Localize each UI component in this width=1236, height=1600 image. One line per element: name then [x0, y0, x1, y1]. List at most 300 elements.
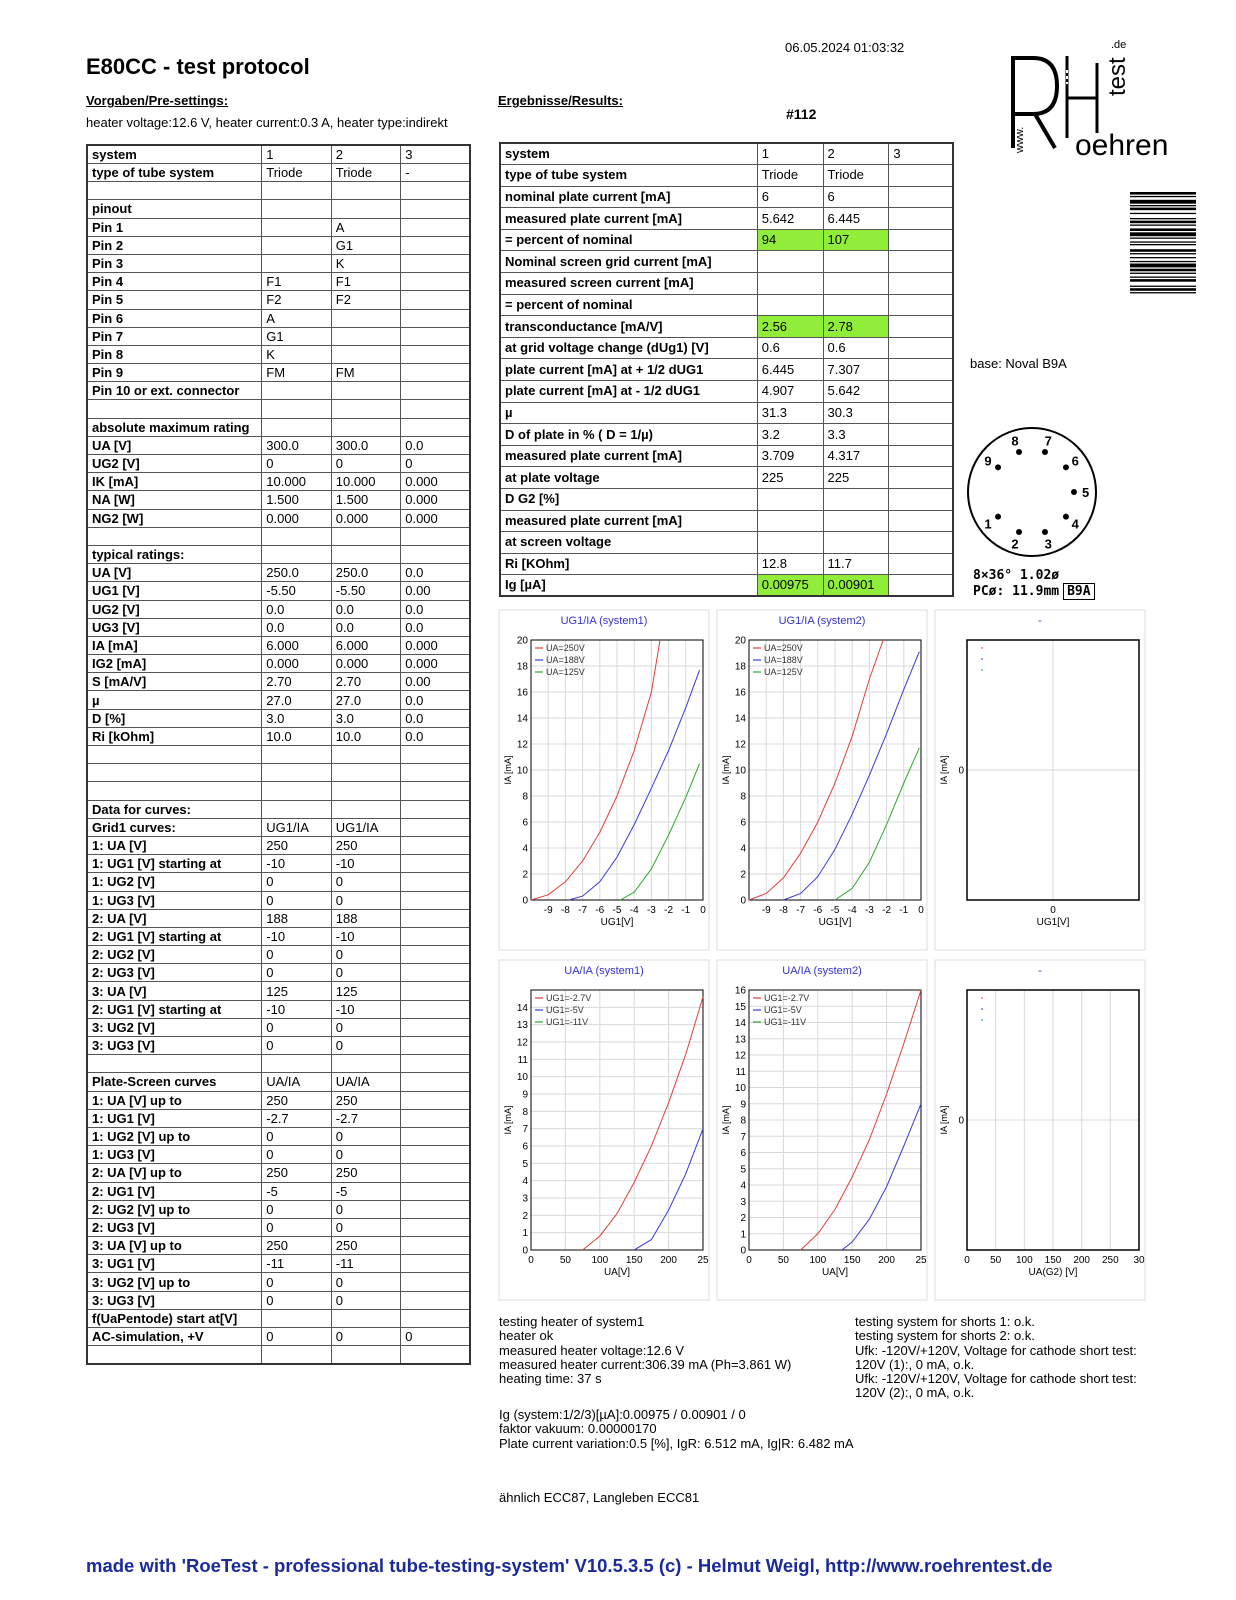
barcode-bar — [1130, 292, 1196, 293]
results-cell — [757, 489, 823, 511]
pre-settings-cell: 0 — [331, 1018, 400, 1036]
pre-settings-row — [87, 455, 470, 473]
pre-settings-cell: 0 — [331, 891, 400, 909]
results-cell: 1 — [757, 143, 823, 165]
pre-settings-cell: 0 — [401, 455, 470, 473]
results-cell — [823, 251, 889, 273]
pre-settings-cell — [401, 1309, 470, 1327]
results-heading: Ergebnisse/Results: — [498, 93, 623, 108]
pre-settings-cell: F2 — [262, 291, 331, 309]
pre-settings-cell: 1 — [262, 145, 331, 164]
pre-settings-row — [87, 1328, 470, 1346]
pre-settings-cell: 0.0 — [401, 727, 470, 745]
y-tick-label: 0 — [740, 1245, 746, 1257]
pre-settings-cell: 0.0 — [331, 600, 400, 618]
pre-settings-cell: Pin 8 — [87, 345, 262, 363]
pre-settings-cell: 0 — [262, 1037, 331, 1055]
results-row — [500, 359, 953, 381]
legend-label: UA=188V — [546, 655, 585, 665]
pre-settings-cell: 3: UA [V] up to — [87, 1237, 262, 1255]
x-tick-label: -4 — [629, 905, 639, 916]
x-tick-label: 0 — [700, 905, 706, 916]
pre-settings-cell: 10.000 — [331, 473, 400, 491]
legend-label: UA=125V — [546, 667, 585, 677]
results-cell: measured plate current [mA] — [500, 510, 757, 532]
pre-settings-row — [87, 218, 470, 236]
chart-ug1-ia-system1 — [499, 610, 709, 960]
pre-settings-cell: D [%] — [87, 709, 262, 727]
pre-settings-cell: -2.7 — [262, 1109, 331, 1127]
pre-settings-cell — [401, 1237, 470, 1255]
pre-settings-cell — [331, 345, 400, 363]
pre-settings-cell — [331, 1309, 400, 1327]
pre-settings-cell: 300.0 — [331, 436, 400, 454]
pre-settings-cell: 0 — [331, 1200, 400, 1218]
results-cell: 2.78 — [823, 316, 889, 338]
note-line: faktor vakuum: 0.00000170 — [499, 1421, 657, 1437]
socket-pin — [995, 464, 1001, 470]
pre-settings-cell: -10 — [262, 927, 331, 945]
pre-settings-cell — [262, 1055, 331, 1073]
y-tick-label: 18 — [734, 661, 746, 673]
pre-settings-cell — [401, 364, 470, 382]
pre-settings-cell — [401, 782, 470, 800]
chart-title: UA/IA (system2) — [782, 965, 862, 977]
pre-settings-cell: 0.000 — [401, 491, 470, 509]
pre-settings-cell — [401, 927, 470, 945]
pre-settings-cell — [401, 309, 470, 327]
pre-settings-cell — [401, 345, 470, 363]
pre-settings-row — [87, 727, 470, 745]
pre-settings-cell: 2: UG2 [V] — [87, 946, 262, 964]
legend-label: UA=250V — [764, 643, 803, 653]
pre-settings-cell: 0 — [262, 1200, 331, 1218]
pre-settings-row — [87, 400, 470, 418]
results-cell: = percent of nominal — [500, 294, 757, 316]
pre-settings-row — [87, 1109, 470, 1127]
pre-settings-row — [87, 1018, 470, 1036]
note-line: testing system for shorts 2: o.k. — [855, 1328, 1035, 1344]
y-axis-label: IA [mA] — [721, 1105, 731, 1135]
results-row — [500, 251, 953, 273]
results-cell: 3 — [889, 143, 953, 165]
pre-settings-cell: 188 — [262, 909, 331, 927]
pre-settings-cell: system — [87, 145, 262, 164]
x-tick-label: -8 — [560, 905, 570, 916]
pre-settings-cell: 0.0 — [401, 618, 470, 636]
pre-settings-row — [87, 236, 470, 254]
results-cell: 3.2 — [757, 424, 823, 446]
pre-settings-cell: 250 — [262, 836, 331, 854]
pre-settings-cell: UG1/IA — [331, 818, 400, 836]
pre-settings-cell: 250 — [262, 1091, 331, 1109]
socket-pin — [1016, 449, 1022, 455]
pre-settings-cell — [401, 1037, 470, 1055]
pre-settings-cell: 3: UG2 [V] — [87, 1018, 262, 1036]
pre-settings-cell: 0 — [331, 1291, 400, 1309]
y-tick-label: 4 — [522, 1176, 528, 1188]
pre-settings-cell: 2: UG2 [V] up to — [87, 1200, 262, 1218]
x-tick-label: 50 — [990, 1255, 1002, 1266]
pre-settings-cell: -10 — [331, 927, 400, 945]
pre-settings-cell: IG2 [mA] — [87, 655, 262, 673]
pre-settings-cell: Pin 5 — [87, 291, 262, 309]
pre-settings-cell — [331, 182, 400, 200]
x-tick-label: 0 — [918, 905, 924, 916]
results-cell — [757, 510, 823, 532]
pre-settings-cell: 300.0 — [262, 436, 331, 454]
pre-settings-cell — [331, 418, 400, 436]
socket-pin-label: 4 — [1071, 516, 1079, 532]
pre-settings-cell: 0.0 — [401, 691, 470, 709]
pre-settings-row — [87, 1291, 470, 1309]
socket-pin-label: 9 — [984, 453, 992, 469]
pre-settings-row — [87, 782, 470, 800]
results-cell: 6.445 — [757, 359, 823, 381]
pre-settings-cell: 0 — [262, 964, 331, 982]
note-line: heater ok — [499, 1328, 554, 1344]
barcode-bar — [1130, 273, 1196, 274]
legend-label: UA=250V — [546, 643, 585, 653]
socket-pin-label: 1 — [984, 516, 992, 532]
y-tick-label: 1 — [740, 1229, 746, 1241]
barcode-bar — [1130, 286, 1196, 287]
pre-settings-cell — [401, 1164, 470, 1182]
socket-info-line2: PCø: 11.9mm — [973, 584, 1060, 599]
pre-settings-cell: 0 — [331, 1127, 400, 1145]
pre-settings-cell: 0.000 — [331, 509, 400, 527]
pre-settings-cell: Pin 4 — [87, 273, 262, 291]
pre-settings-cell: 1: UG1 [V] — [87, 1109, 262, 1127]
pre-settings-cell: 1.500 — [262, 491, 331, 509]
x-tick-label: 0 — [964, 1255, 970, 1266]
x-tick-label: 100 — [591, 1255, 609, 1266]
pre-settings-cell: 1: UG2 [V] up to — [87, 1127, 262, 1145]
x-tick-label: -1 — [899, 905, 909, 916]
pre-settings-cell — [262, 382, 331, 400]
socket-pin-label: 6 — [1071, 453, 1079, 469]
x-tick-label: -3 — [864, 905, 874, 916]
y-tick-label: 12 — [734, 1050, 746, 1062]
note-line: Ufk: -120V/+120V, Voltage for cathode short test: — [855, 1342, 1137, 1358]
y-tick-label: 8 — [740, 791, 746, 803]
y-tick-label: 12 — [516, 739, 528, 751]
pre-settings-cell: 10.0 — [331, 727, 400, 745]
results-cell: = percent of nominal — [500, 229, 757, 251]
pre-settings-cell — [401, 182, 470, 200]
socket-pin-label: 5 — [1082, 485, 1090, 500]
pre-settings-cell: type of tube system — [87, 164, 262, 182]
pre-settings-cell: 0 — [262, 1018, 331, 1036]
note-line: heating time: 37 s — [499, 1371, 602, 1387]
barcode-bar — [1130, 208, 1196, 211]
results-cell: Nominal screen grid current [mA] — [500, 251, 757, 273]
pre-settings-cell: S [mA/V] — [87, 673, 262, 691]
results-cell: 12.8 — [757, 553, 823, 575]
barcode-bar — [1130, 241, 1196, 242]
pre-settings-cell: NG2 [W] — [87, 509, 262, 527]
x-axis-label: UG1[V] — [600, 917, 634, 928]
pre-settings-cell: - — [401, 164, 470, 182]
results-cell: transconductance [mA/V] — [500, 316, 757, 338]
pre-settings-cell: 0 — [331, 1146, 400, 1164]
pre-settings-cell: 3: UG1 [V] — [87, 1255, 262, 1273]
barcode-bar — [1130, 221, 1196, 224]
chart-title: - — [1038, 965, 1042, 977]
pre-settings-row — [87, 1091, 470, 1109]
pre-settings-cell: 2: UG3 [V] — [87, 964, 262, 982]
barcode-bar — [1130, 232, 1196, 236]
pre-settings-cell — [87, 746, 262, 764]
pre-settings-cell: 2: UG1 [V] starting at — [87, 927, 262, 945]
barcode-bar — [1130, 279, 1196, 282]
logo-text-www: www. — [1014, 126, 1026, 153]
pre-settings-cell — [262, 746, 331, 764]
pre-settings-cell: A — [262, 309, 331, 327]
note-line: measured heater voltage:12.6 V — [499, 1342, 685, 1358]
barcode-bar — [1130, 244, 1196, 245]
pre-settings-cell: 1.500 — [331, 491, 400, 509]
results-row — [500, 532, 953, 554]
x-tick-label: -6 — [595, 905, 605, 916]
socket-pin — [995, 514, 1001, 520]
results-cell: 3.3 — [823, 424, 889, 446]
pre-settings-cell: Grid1 curves: — [87, 818, 262, 836]
base-label: base: Noval B9A — [970, 356, 1067, 371]
x-axis-label: UA[V] — [603, 1267, 631, 1278]
pre-settings-cell: Pin 9 — [87, 364, 262, 382]
pre-settings-cell: F2 — [331, 291, 400, 309]
pre-settings-row — [87, 600, 470, 618]
pre-settings-cell: 0 — [331, 946, 400, 964]
pre-settings-cell — [331, 764, 400, 782]
pre-settings-cell — [331, 1346, 400, 1364]
pre-settings-row — [87, 855, 470, 873]
pre-settings-cell: 0 — [262, 1291, 331, 1309]
y-axis-label: IA [mA] — [939, 1105, 949, 1135]
y-tick-label: 9 — [740, 1099, 746, 1111]
y-tick-label: 9 — [522, 1089, 528, 1101]
pre-settings-cell: 0.0 — [262, 618, 331, 636]
pre-settings-row — [87, 309, 470, 327]
results-row — [500, 208, 953, 230]
pre-settings-row — [87, 473, 470, 491]
results-row — [500, 165, 953, 187]
x-tick-label: 25 — [915, 1255, 927, 1266]
results-row — [500, 381, 953, 403]
pre-settings-cell: 2 — [331, 145, 400, 164]
x-tick-label: -5 — [612, 905, 622, 916]
pre-settings-row — [87, 1218, 470, 1236]
pre-settings-cell: -5 — [262, 1182, 331, 1200]
pre-settings-cell: 3: UG3 [V] — [87, 1037, 262, 1055]
pre-settings-row — [87, 691, 470, 709]
pre-settings-cell — [87, 527, 262, 545]
note-line: Plate current variation:0.5 [%], IgR: 6.512 mA, Ig|R: 6.482 mA — [499, 1435, 854, 1451]
results-cell: 3.709 — [757, 445, 823, 467]
results-cell — [889, 575, 953, 597]
results-cell — [889, 553, 953, 575]
pre-settings-cell — [331, 1055, 400, 1073]
pre-settings-cell — [401, 218, 470, 236]
pre-settings-cell: Plate-Screen curves — [87, 1073, 262, 1091]
x-tick-label: 150 — [1044, 1255, 1062, 1266]
y-tick-label: 10 — [734, 1083, 746, 1094]
pre-settings-cell: -2.7 — [331, 1109, 400, 1127]
y-tick-label: 18 — [516, 661, 528, 673]
results-cell: 7.307 — [823, 359, 889, 381]
pre-settings-row — [87, 1073, 470, 1091]
heater-test-notes — [499, 1315, 791, 1386]
chart-ua-ia-system3 — [935, 960, 1145, 1310]
socket-pin — [1063, 464, 1069, 470]
results-cell: system — [500, 143, 757, 165]
pre-settings-cell: -10 — [262, 855, 331, 873]
y-axis-label: IA [mA] — [503, 755, 513, 785]
results-row — [500, 575, 953, 597]
pre-settings-row — [87, 764, 470, 782]
results-row — [500, 186, 953, 208]
note-line: Ufk: -120V/+120V, Voltage for cathode short test: — [855, 1371, 1137, 1387]
y-tick-label: 8 — [522, 791, 528, 803]
pre-settings-cell — [401, 1346, 470, 1364]
results-cell — [889, 251, 953, 273]
results-cell: 107 — [823, 229, 889, 251]
pre-settings-cell: Pin 2 — [87, 236, 262, 254]
pre-settings-cell: AC-simulation, +V — [87, 1328, 262, 1346]
pre-settings-cell — [401, 327, 470, 345]
pre-settings-row — [87, 291, 470, 309]
results-cell: 30.3 — [823, 402, 889, 424]
socket-pin-label: 3 — [1044, 536, 1052, 552]
pre-settings-cell: Pin 6 — [87, 309, 262, 327]
pre-settings-cell — [262, 782, 331, 800]
pre-settings-cell: 6.000 — [331, 636, 400, 654]
x-tick-label: 25 — [697, 1255, 709, 1266]
y-tick-label: 2 — [740, 869, 746, 881]
socket-pin — [1071, 489, 1077, 495]
barcode-bar — [1130, 238, 1196, 239]
pre-settings-table — [86, 144, 471, 1365]
pre-settings-row — [87, 254, 470, 272]
y-tick-label: 16 — [516, 687, 528, 699]
x-tick-label: -1 — [681, 905, 691, 916]
pre-settings-cell: 1: UG3 [V] — [87, 891, 262, 909]
pre-settings-cell: 0.0 — [401, 564, 470, 582]
pre-settings-cell: 10.0 — [262, 727, 331, 745]
results-cell: 31.3 — [757, 402, 823, 424]
short-test-notes — [855, 1315, 1185, 1401]
pre-settings-cell: 0.000 — [401, 473, 470, 491]
note-line: 120V (2):, 0 mA, o.k. — [855, 1385, 975, 1401]
x-tick-label: -9 — [761, 905, 771, 916]
pre-settings-cell: 3: UA [V] — [87, 982, 262, 1000]
x-tick-label: -8 — [778, 905, 788, 916]
chart-ug1-ia-system3 — [935, 610, 1145, 960]
pre-settings-cell: absolute maximum rating — [87, 418, 262, 436]
pre-settings-cell: 0.0 — [262, 600, 331, 618]
y-tick-label: 10 — [516, 1072, 528, 1084]
pre-settings-cell — [401, 764, 470, 782]
chart-title: UA/IA (system1) — [564, 965, 644, 977]
barcode-bar — [1130, 288, 1196, 291]
pre-settings-cell: -5 — [331, 1182, 400, 1200]
pre-settings-cell: 1: UG2 [V] — [87, 873, 262, 891]
pre-settings-cell — [401, 382, 470, 400]
pre-settings-row — [87, 382, 470, 400]
pre-settings-cell — [401, 291, 470, 309]
pre-settings-cell: 27.0 — [262, 691, 331, 709]
pre-settings-row — [87, 800, 470, 818]
results-cell — [889, 467, 953, 489]
pre-settings-cell: 0.000 — [401, 636, 470, 654]
legend-label: UG1=-11V — [764, 1017, 807, 1027]
results-cell — [889, 381, 953, 403]
results-cell: D G2 [%] — [500, 489, 757, 511]
pre-settings-cell — [262, 1309, 331, 1327]
pre-settings-cell: -11 — [331, 1255, 400, 1273]
pre-settings-cell: F1 — [262, 273, 331, 291]
pre-settings-cell — [401, 254, 470, 272]
vacuum-notes — [499, 1408, 854, 1451]
pre-settings-row — [87, 1037, 470, 1055]
x-tick-label: 200 — [660, 1255, 677, 1266]
y-tick-label: 10 — [734, 765, 746, 777]
pre-settings-cell — [401, 946, 470, 964]
barcode-bar — [1130, 253, 1196, 254]
pre-settings-cell — [401, 1018, 470, 1036]
pre-settings-cell: 27.0 — [331, 691, 400, 709]
chart-ua-ia-system1 — [499, 960, 709, 1310]
legend-label: UG1=-2.7V — [764, 993, 810, 1003]
pre-settings-row — [87, 345, 470, 363]
pre-settings-cell — [87, 400, 262, 418]
pre-settings-cell: Triode — [262, 164, 331, 182]
note-line: 120V (1):, 0 mA, o.k. — [855, 1356, 975, 1372]
pre-settings-cell — [401, 818, 470, 836]
pre-settings-row — [87, 1127, 470, 1145]
pre-settings-cell: 0 — [262, 891, 331, 909]
pre-settings-cell: 0.000 — [262, 509, 331, 527]
pre-settings-cell: 10.000 — [262, 473, 331, 491]
x-tick-label: -7 — [796, 905, 806, 916]
y-tick-label: 5 — [522, 1158, 528, 1170]
results-cell — [889, 337, 953, 359]
barcode-bar — [1130, 192, 1196, 195]
pre-settings-cell — [401, 982, 470, 1000]
pre-settings-row — [87, 746, 470, 764]
socket-type-tag: B9A — [1063, 583, 1094, 600]
pre-settings-cell: 1: UG1 [V] starting at — [87, 855, 262, 873]
pre-settings-cell: 3.0 — [331, 709, 400, 727]
socket-pin — [1042, 449, 1048, 455]
results-row — [500, 402, 953, 424]
x-tick-label: 0 — [1050, 905, 1056, 916]
pre-settings-cell: 0 — [262, 1127, 331, 1145]
pre-settings-cell: 0.0 — [331, 618, 400, 636]
results-row — [500, 510, 953, 532]
results-table — [499, 142, 954, 597]
pre-settings-cell: UA [V] — [87, 436, 262, 454]
pre-settings-cell — [401, 1182, 470, 1200]
results-cell — [889, 402, 953, 424]
results-cell — [823, 510, 889, 532]
x-tick-label: 50 — [559, 1255, 571, 1266]
pre-settings-row — [87, 564, 470, 582]
pre-settings-cell: 250 — [262, 1164, 331, 1182]
results-cell — [889, 294, 953, 316]
results-row — [500, 489, 953, 511]
